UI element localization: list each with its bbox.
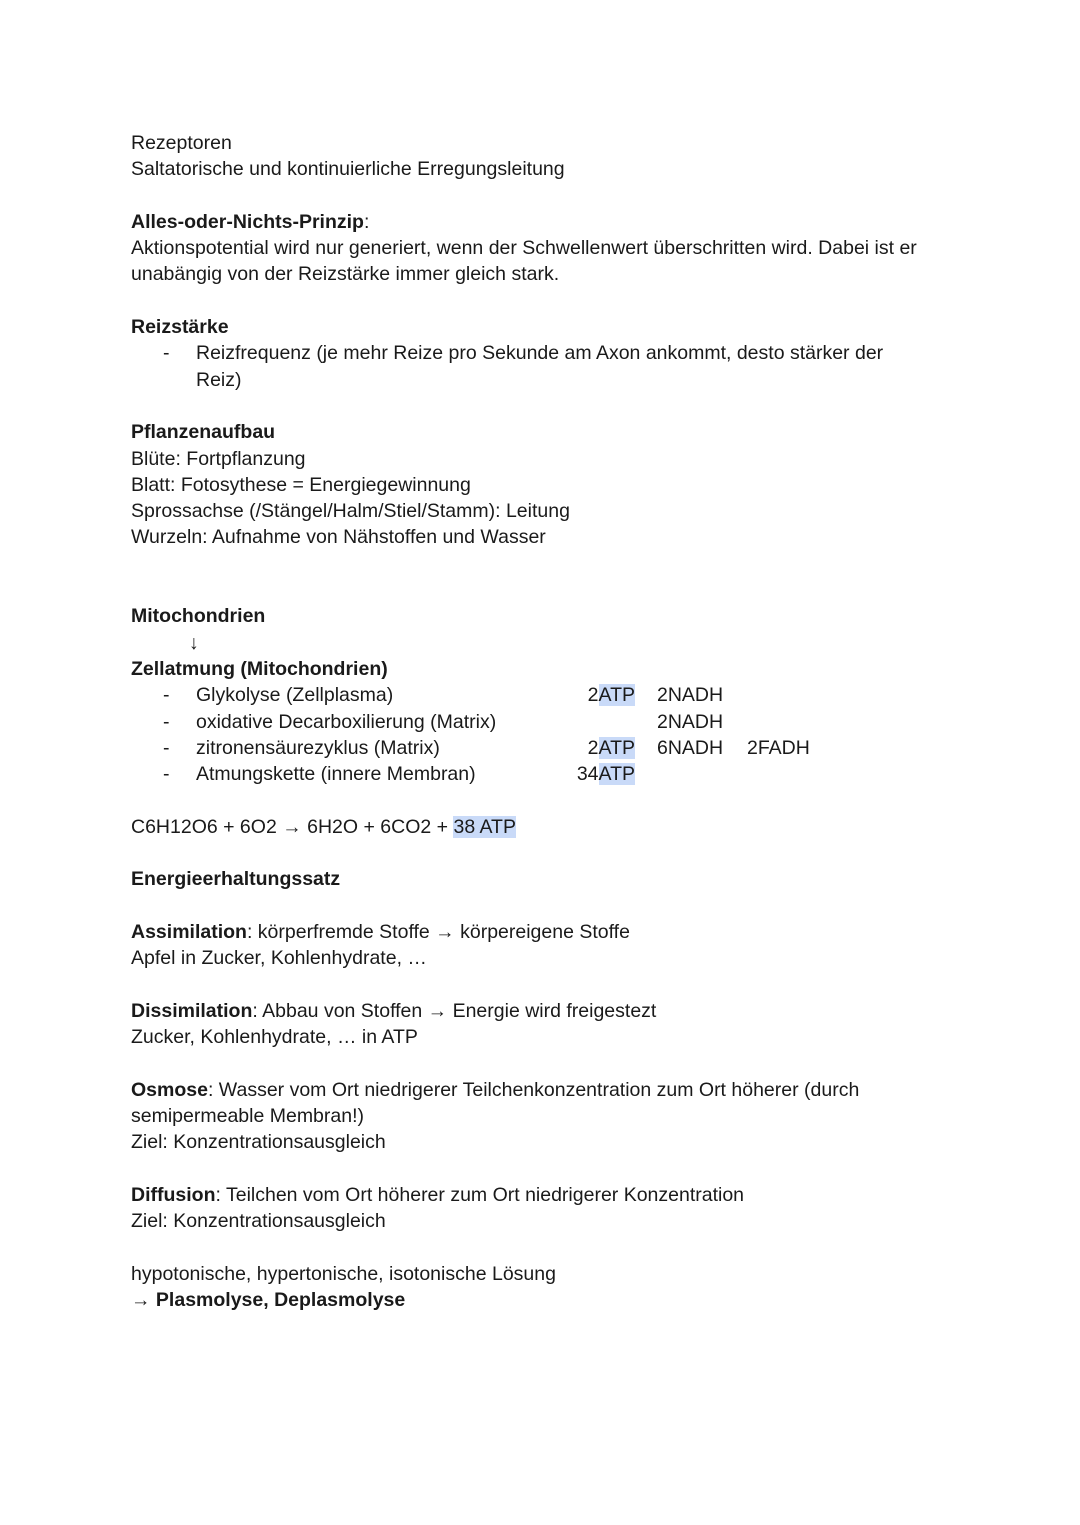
dissimilation-text: : Abbau von Stoffen → Energie wird freigestezt	[252, 999, 657, 1022]
pflanzen-line-sprossachse: Sprossachse (/Stängel/Halm/Stiel/Stamm): Leitung	[131, 500, 570, 523]
bullet-dash: -	[163, 710, 170, 733]
assimilation-example: Apfel in Zucker, Kohlenhydrate, …	[131, 947, 427, 970]
pflanzenaufbau-heading: Pflanzenaufbau	[131, 421, 276, 444]
dissimilation-line	[131, 998, 961, 1024]
bullet-dash: -	[163, 684, 170, 707]
alles-oder-nichts-text-2: unabängig von der Reizstärke immer gleich stark.	[131, 263, 560, 286]
assimilation-text: : körperfremde Stoffe → körpereigene Stoffe	[246, 920, 630, 943]
atp-number: 2	[587, 684, 599, 707]
zellatmung-row	[131, 682, 961, 708]
atp-unit: ATP	[598, 736, 635, 759]
osmose-text: : Wasser vom Ort niedrigerer Teilchenkonzentration zum Ort höherer (durch	[207, 1078, 860, 1101]
bullet-dash: -	[163, 763, 170, 786]
down-arrow-icon: ↓	[189, 631, 199, 654]
osmose-title: Osmose	[131, 1078, 208, 1101]
atp-unit: ATP	[598, 684, 635, 707]
diffusion-line	[131, 1182, 961, 1208]
plasmolyse-line	[131, 1287, 961, 1313]
energieerhaltung-heading: Energieerhaltungssatz	[131, 868, 341, 891]
assimilation-title: Assimilation	[131, 920, 247, 943]
nadh-value: 2NADH	[657, 684, 724, 707]
atp-value	[588, 735, 635, 761]
atp-number: 2	[587, 736, 599, 759]
summary-formula	[131, 814, 961, 840]
bullet-dash: -	[163, 736, 170, 759]
zellatmung-heading: Zellatmung (Mitochondrien)	[131, 657, 388, 680]
alles-oder-nichts-colon: :	[363, 210, 370, 233]
pflanzen-line-wurzeln: Wurzeln: Aufnahme von Nähstoffen und Wasser	[131, 526, 546, 549]
reizstaerke-heading: Reizstärke	[131, 316, 229, 339]
document-body	[131, 130, 961, 1313]
dissimilation-example: Zucker, Kohlenhydrate, … in ATP	[131, 1026, 418, 1049]
loesung-line: hypotonische, hypertonische, isotonische Lösung	[131, 1262, 556, 1285]
bullet-dash: -	[163, 342, 170, 365]
nadh-value: 6NADH	[657, 736, 724, 759]
alles-oder-nichts-heading	[131, 209, 961, 235]
zellatmung-step-label: Glykolyse (Zellplasma)	[196, 684, 394, 707]
right-arrow-icon: →	[131, 1289, 156, 1312]
zellatmung-row	[131, 709, 961, 735]
diffusion-title: Diffusion	[131, 1183, 216, 1206]
list-item-continuation	[131, 367, 961, 393]
pflanzen-line-bluete: Blüte: Fortpflanzung	[131, 447, 306, 470]
osmose-text-2: semipermeable Membran!)	[131, 1104, 365, 1127]
alles-oder-nichts-title: Alles-oder-Nichts-Prinzip	[131, 210, 364, 233]
alles-oder-nichts-text-1: Aktionspotential wird nur generiert, wenn der Schwellenwert überschritten wird. Dabei ist er	[131, 237, 917, 260]
zellatmung-step-label: zitronensäurezyklus (Matrix)	[196, 736, 440, 759]
nadh-value: 2NADH	[657, 710, 724, 733]
pflanzen-line-blatt: Blatt: Fotosythese = Energiegewinnung	[131, 473, 471, 496]
atp-value	[577, 761, 635, 787]
diffusion-text: : Teilchen vom Ort höherer zum Ort niedrigerer Konzentration	[215, 1183, 745, 1206]
zellatmung-step-label: oxidative Decarboxilierung (Matrix)	[196, 710, 497, 733]
reizfrequenz-text-1: Reizfrequenz (je mehr Reize pro Sekunde am Axon ankommt, desto stärker der	[196, 342, 884, 365]
zellatmung-row	[131, 761, 961, 787]
down-arrow-line	[131, 630, 961, 656]
formula-text: C6H12O6 + 6O2 → 6H2O + 6CO2 +	[131, 815, 454, 838]
atp-unit: ATP	[598, 763, 635, 786]
atp-number: 34	[576, 763, 599, 786]
fadh-value: 2FADH	[747, 736, 810, 759]
list-item	[131, 340, 961, 366]
mitochondrien-heading: Mitochondrien	[131, 605, 266, 628]
diffusion-ziel: Ziel: Konzentrationsausgleich	[131, 1210, 386, 1233]
erregungsleitung-line: Saltatorische und kontinuierliche Erregungsleitung	[131, 158, 565, 181]
reizfrequenz-text-2: Reiz)	[196, 368, 242, 391]
rezeptoren-line: Rezeptoren	[131, 132, 232, 154]
plasmolyse-text: Plasmolyse, Deplasmolyse	[155, 1289, 406, 1312]
dissimilation-title: Dissimilation	[131, 999, 253, 1022]
osmose-ziel: Ziel: Konzentrationsausgleich	[131, 1131, 386, 1154]
assimilation-line	[131, 919, 961, 945]
atp-value	[588, 682, 635, 708]
zellatmung-step-label: Atmungskette (innere Membran)	[196, 763, 476, 786]
zellatmung-row	[131, 735, 961, 761]
formula-atp-total: 38 ATP	[453, 815, 516, 838]
osmose-line	[131, 1077, 961, 1103]
